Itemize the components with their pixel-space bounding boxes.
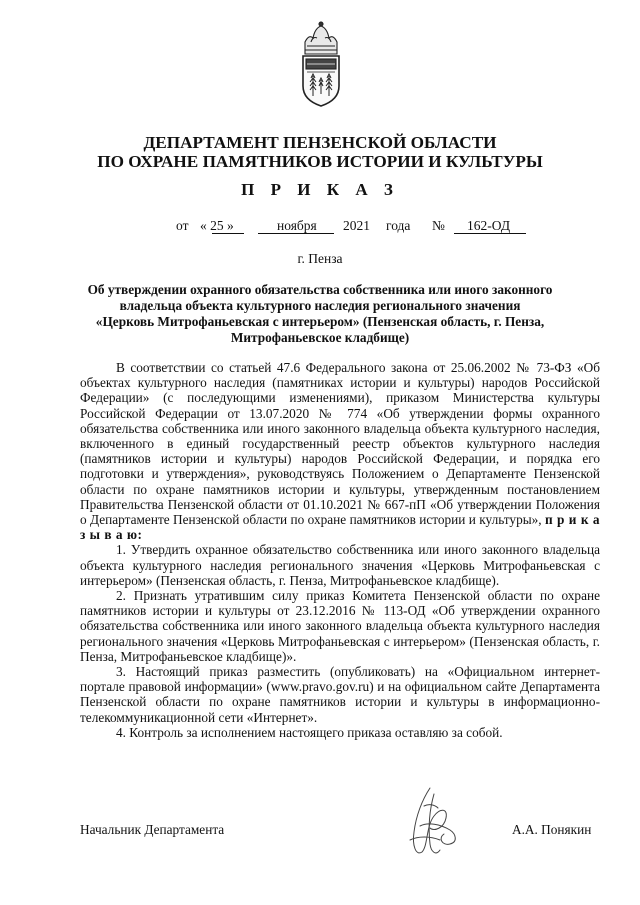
date-year-label: года — [386, 218, 411, 233]
order-item-4: 4. Контроль за исполнением настоящего приказа оставляю за собой. — [116, 724, 503, 740]
date-from-label: от — [176, 218, 189, 233]
document-type: П Р И К А З — [241, 180, 399, 199]
order-word: п р и к а з ы в а ю: — [80, 512, 601, 543]
number-label: № — [432, 218, 445, 233]
month-underline — [258, 233, 334, 234]
order-item-3: 3. Настоящий приказ разместить (опубликовать) на «Официальном интернет-портале правовой информации» (www.pravo.gov.ru) и на официальном сайте Департамента Пензенской области по охране памятников истории и культуры в информационно-телекоммуникационной сети «Интернет». — [80, 664, 600, 725]
department-title-line-2: ПО ОХРАНЕ ПАМЯТНИКОВ ИСТОРИИ И КУЛЬТУРЫ — [97, 152, 543, 171]
handwritten-signature-icon — [400, 786, 462, 860]
order-item-2: 2. Признать утратившим силу приказ Комитета Пензенской области по охране памятников истории и культуры от 23.12.2016 № 113-ОД «Об утверждении охранного обязательства собственника или иного законного владельца объекта культурного наследия регионального значения «Церковь Митрофаньевская с интерьером» (Пензенская область, г. Пенза, Митрофаньевское кладбище)». — [80, 588, 600, 664]
document-body — [80, 360, 600, 740]
date-day: « 25 » — [200, 218, 234, 233]
preamble-paragraph — [80, 360, 600, 542]
subject-line-1: Об утверждении охранного обязательства собственника или иного законного — [87, 282, 553, 297]
day-underline — [212, 233, 244, 234]
subject-line-4: Митрофаньевское кладбище) — [230, 330, 410, 345]
number-underline — [454, 233, 526, 234]
document-number: 162-ОД — [467, 218, 511, 233]
signatory-name: А.А. Понякин — [512, 822, 592, 837]
order-item-1: 1. Утвердить охранное обязательство собственника или иного законного владельца объекта культурного наследия регионального значения «Церковь Митрофаньевская с интерьером» (Пензенская область, г. Пенза, Митрофаньевское кладбище). — [80, 542, 600, 588]
subject-line-3: «Церковь Митрофаньевская с интерьером» (Пензенская область, г. Пенза, — [95, 314, 545, 329]
city: г. Пенза — [297, 251, 343, 266]
date-month: ноября — [277, 218, 317, 233]
department-title-line-1: ДЕПАРТАМЕНТ ПЕНЗЕНСКОЙ ОБЛАСТИ — [143, 133, 497, 152]
preamble-text: В соответствии со статьей 47.6 Федерального закона от 25.06.2002 № 73-ФЗ «Об объектах культурного наследия (памятниках истории и культуры) народов Российской Федерации» (с последующими изменениями), приказом Министерства культуры Российской Федерации от 13.07.2020 № 774 «Об утверждении формы охранного обязательства собственника или иного законного владельца объекта культурного наследия, включенного в единый государственный реестр объектов культурного наследия (памятников истории и культуры) народов Российской Федерации, и порядка его подготовки и утверждения», руководствуясь Положением о Департаменте Пензенской области по охране памятников истории и культуры, утвержденным постановлением Правительства Пензенской области от 01.10.2021 № 667-пП «Об утверждении Положения о Департаменте Пензенской области по охране памятников истории и культуры», — [80, 360, 600, 528]
date-year: 2021 — [343, 218, 370, 233]
signatory-position: Начальник Департамента — [80, 822, 225, 837]
subject-line-2: владельца объекта культурного наследия регионального значения — [119, 298, 521, 313]
coat-of-arms-icon — [297, 20, 345, 108]
